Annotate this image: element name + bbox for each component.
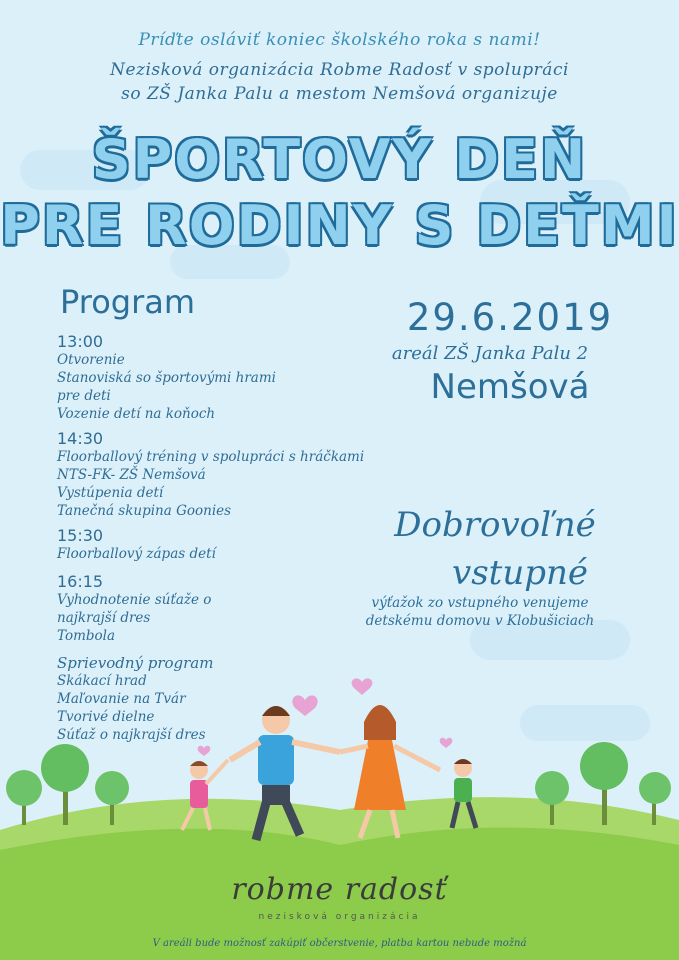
- logo-wordmark: robme radosť: [231, 872, 448, 907]
- schedule-item: NTS-FK- ZŠ Nemšová: [57, 467, 206, 483]
- schedule-block-1430: [57, 430, 364, 520]
- header-organizer: Nezisková organizácia Robme Radosť v spolupráci: [110, 60, 569, 80]
- schedule-block-1530: [57, 527, 216, 563]
- entry-note-2: detskému domovu v Klobušiciach: [365, 613, 595, 629]
- side-program-item: Súťaž o najkrajší dres: [57, 727, 206, 743]
- entry-note: výťažok zo vstupného venujeme: [371, 595, 589, 611]
- program-heading: Program: [60, 283, 196, 321]
- event-title-line2: PRE RODINY S DEŤMI: [0, 194, 679, 257]
- schedule-item: Floorballový zápas detí: [57, 546, 216, 562]
- schedule-item: pre deti: [57, 388, 111, 404]
- schedule-item: Otvorenie: [57, 352, 125, 368]
- schedule-block-1300: [57, 333, 276, 423]
- tree-icon: [6, 770, 42, 825]
- schedule-item: Vyhodnotenie súťaže o: [57, 592, 212, 608]
- schedule-item: Stanoviská so športovými hrami: [57, 370, 276, 386]
- header-partners: so ZŠ Janka Palu a mestom Nemšová organizuje: [121, 84, 558, 104]
- heart-icon: [352, 678, 373, 695]
- schedule-time: 15:30: [57, 526, 104, 545]
- heart-icon: [292, 695, 317, 716]
- event-venue: areál ZŠ Janka Palu 2: [391, 343, 589, 364]
- side-program-item: Maľovanie na Tvár: [57, 691, 186, 707]
- schedule-time: 14:30: [57, 429, 104, 448]
- schedule-item: Vystúpenia detí: [57, 485, 164, 501]
- schedule-item: Tombola: [57, 628, 116, 644]
- schedule-time: 13:00: [57, 332, 104, 351]
- header-invite: Príďte osláviť koniec školského roka s nami!: [138, 30, 541, 50]
- heart-icon: [440, 738, 453, 748]
- event-city: Nemšová: [430, 367, 590, 407]
- entry-heading: Dobrovoľné: [394, 505, 596, 545]
- entry-heading-2: vstupné: [452, 553, 588, 593]
- schedule-item: Vozenie detí na koňoch: [57, 406, 216, 422]
- side-program-item: Skákací hrad: [57, 673, 147, 689]
- footer-note: V areáli bude možnosť zakúpiť občerstvenie, platba kartou nebude možná: [152, 938, 527, 949]
- event-date: 29.6.2019: [406, 296, 614, 339]
- schedule-block-1615: [57, 573, 211, 645]
- side-program-heading: Sprievodný program: [57, 654, 214, 672]
- logo-subtitle: nezisková organizácia: [258, 912, 421, 922]
- heart-icon: [198, 746, 211, 756]
- schedule-time: 16:15: [57, 572, 104, 591]
- event-title-line1: ŠPORTOVÝ DEŇ: [91, 128, 588, 191]
- schedule-item: Floorballový tréning v spolupráci s hráčkami: [57, 449, 365, 465]
- schedule-item: najkrajší dres: [57, 610, 151, 626]
- schedule-item: Tanečná skupina Goonies: [57, 503, 232, 519]
- side-program-item: Tvorivé dielne: [57, 709, 155, 725]
